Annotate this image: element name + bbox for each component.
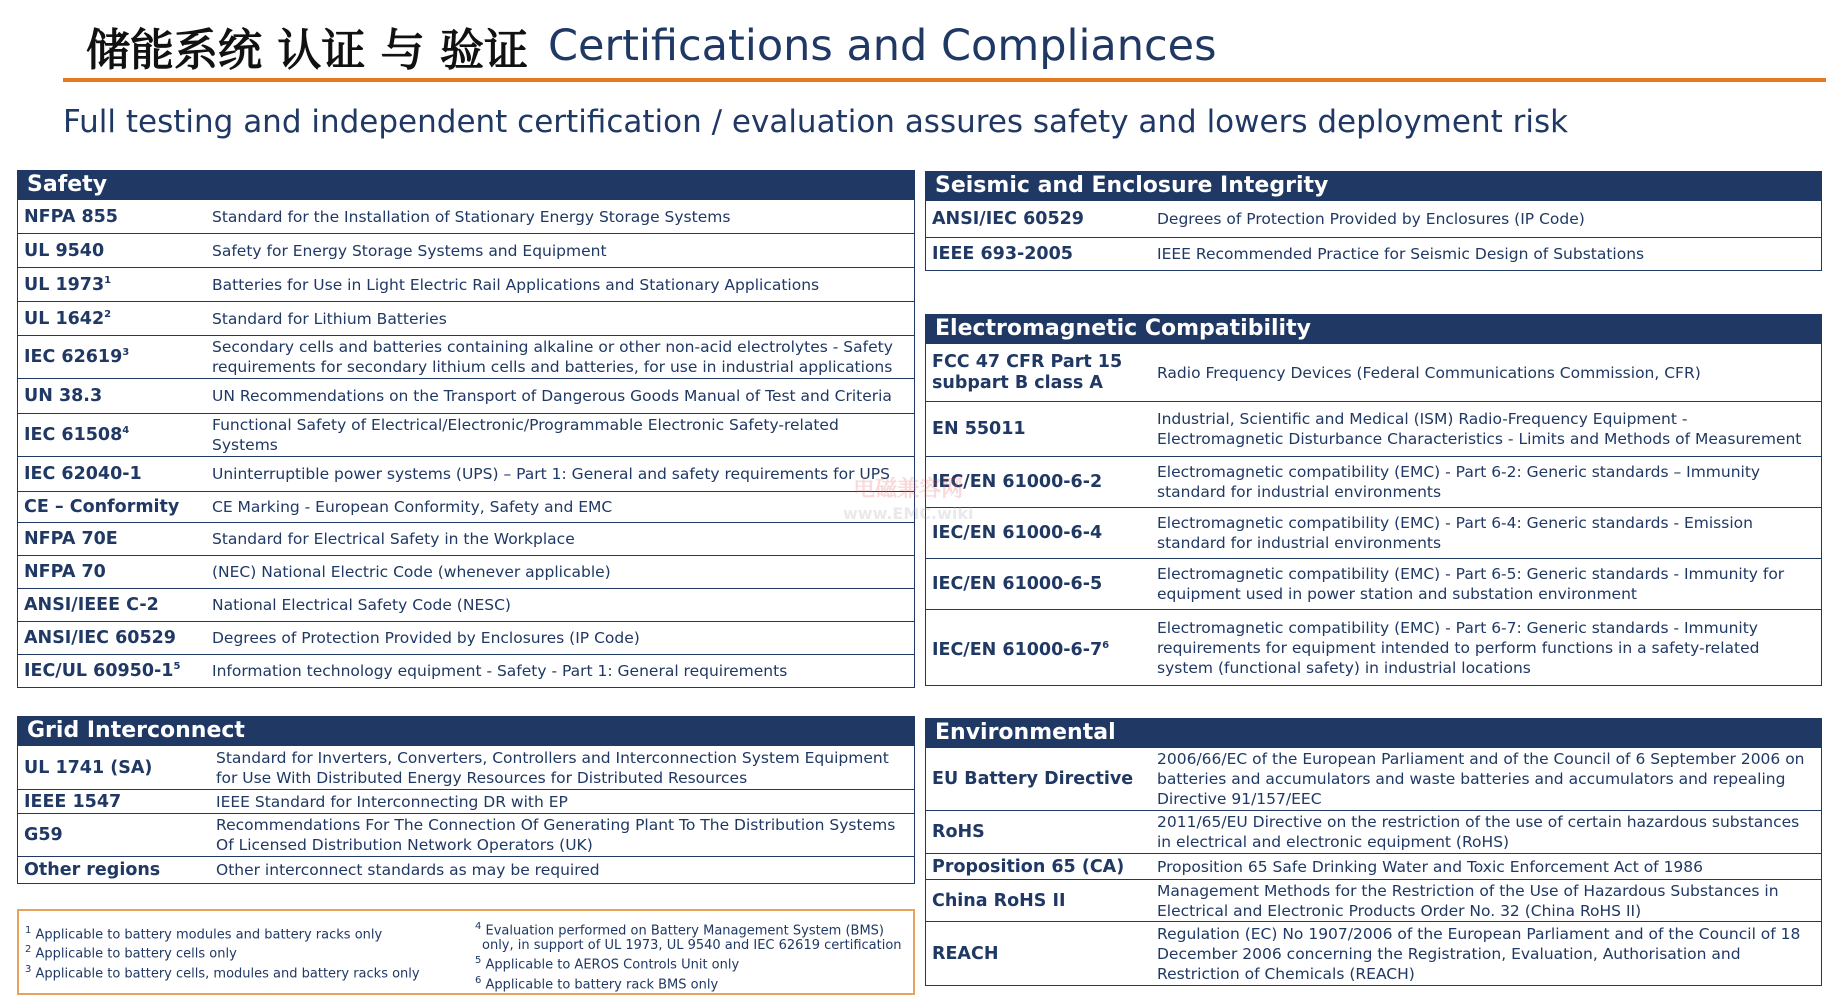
- standard-description: Proposition 65 Safe Drinking Water and Toxic Enforcement Act of 1986: [1157, 857, 1704, 876]
- standard-code-text: IEC 62619: [24, 347, 123, 367]
- standard-code-text: IEC 61508: [24, 425, 123, 445]
- table-row: [18, 813, 914, 856]
- standard-description: Regulation (EC) No 1907/2006 of the European Parliament and of the Council of 18 December 2006 concerning the Registration, Evaluation, Authorisation and Restriction of Chemicals (REACH): [1157, 924, 1801, 983]
- table-row: [18, 522, 914, 555]
- standard-description: Standard for Inverters, Converters, Controllers and Interconnection System Equipment for Use With Distributed Energy Resources for Distributed Resources: [216, 748, 889, 787]
- standard-code: [18, 241, 212, 261]
- standard-description: Functional Safety of Electrical/Electronic/Programmable Electronic Safety-related Systems: [212, 416, 839, 454]
- standard-code-line1: [932, 635, 1157, 661]
- standard-code: [18, 464, 212, 484]
- footnote-number: 6: [475, 974, 482, 986]
- table-row: [926, 201, 1821, 237]
- footnote: [475, 953, 902, 972]
- standard-code-line1: [932, 523, 1157, 544]
- footnote-ref: 6: [1102, 639, 1110, 651]
- table-row: [18, 267, 914, 301]
- standard-description: Standard for Electrical Safety in the Workplace: [212, 530, 575, 548]
- standard-description: Radio Frequency Devices (Federal Communications Commission, CFR): [1157, 363, 1701, 382]
- standard-code-text: ANSI/IEC 60529: [932, 209, 1084, 229]
- page-subtitle: Full testing and independent certification / evaluation assures safety and lowers deployment risk: [63, 104, 1569, 140]
- standard-code-line1: [932, 419, 1157, 440]
- table-row: [926, 748, 1821, 810]
- standard-code-text: RoHS: [932, 822, 985, 842]
- standard-code-text: UL 1973: [24, 274, 105, 295]
- standard-description: 2006/66/EC of the European Parliament and of the Council of 6 September 2006 on batteries and accumulators and waste batteries and accumulators and repealing Directive 91/157/EEC: [1157, 750, 1805, 808]
- safety-table: [18, 200, 914, 687]
- standard-code: [18, 207, 212, 227]
- standard-code-text: EN 55011: [932, 418, 1026, 439]
- standard-description: National Electrical Safety Code (NESC): [212, 596, 511, 614]
- standard-code: [926, 857, 1157, 877]
- standard-description: Standard for the Installation of Stationary Energy Storage Systems: [212, 207, 731, 226]
- seismic-panel: [925, 171, 1822, 271]
- table-row: [18, 856, 914, 883]
- standard-description: (NEC) National Electric Code (whenever applicable): [212, 563, 611, 581]
- table-row: [926, 344, 1821, 401]
- standard-code-text: NFPA 855: [24, 206, 118, 227]
- standard-description: IEEE Standard for Interconnecting DR with EP: [216, 792, 568, 811]
- standard-code-text: Proposition 65 (CA): [932, 856, 1125, 877]
- standard-code-text: IEC/EN 61000-6-2: [932, 471, 1103, 492]
- footnote-ref: 2: [104, 308, 112, 320]
- table-row: [926, 456, 1821, 507]
- standard-code-line1: [932, 472, 1157, 493]
- standard-code: [18, 860, 216, 880]
- table-row: [926, 507, 1821, 558]
- standard-code: [18, 529, 212, 549]
- standard-code-text: IEC/UL 60950-1: [24, 661, 174, 681]
- table-row: [926, 879, 1821, 921]
- standard-code-line2: subpart B class A: [932, 372, 1103, 393]
- standard-code: [926, 523, 1157, 544]
- standard-code: [18, 562, 212, 582]
- table-row: [18, 621, 914, 654]
- table-row: [926, 401, 1821, 456]
- emc-panel: [925, 314, 1822, 686]
- standard-code: [926, 769, 1157, 789]
- standard-code-text: IEC 62040-1: [24, 464, 142, 484]
- standard-code-line1: [932, 574, 1157, 595]
- standard-code: [18, 347, 212, 367]
- table-row: [926, 853, 1821, 879]
- table-row: [18, 491, 914, 522]
- table-row: [18, 789, 914, 813]
- standard-description: CE Marking - European Conformity, Safety and EMC: [212, 498, 613, 516]
- footnote-text: Applicable to AEROS Controls Unit only: [485, 957, 740, 973]
- footnotes-box: [17, 909, 915, 995]
- standard-description: UN Recommendations on the Transport of Dangerous Goods Manual of Test and Criteria: [212, 387, 892, 405]
- table-row: [18, 588, 914, 621]
- table-row: [18, 378, 914, 413]
- standard-code: [18, 792, 216, 812]
- footnote: [475, 919, 902, 938]
- standard-code-text: IEEE 1547: [24, 791, 122, 812]
- standard-code-text: EU Battery Directive: [932, 769, 1134, 789]
- standard-description: Management Methods for the Restriction of the Use of Hazardous Substances in Electrical and Electronic Products Order No. 32 (China RoHS II): [1157, 881, 1779, 920]
- standard-description: Secondary cells and batteries containing alkaline or other non-acid electrolytes - Safety requirements for secondary lithium cells and batteries, for use in industrial applications: [212, 338, 893, 376]
- title-english: Certifications and Compliances: [547, 21, 1217, 71]
- standard-code: [926, 419, 1157, 440]
- footnote-number: 1: [25, 925, 32, 936]
- environmental-table: [926, 748, 1821, 985]
- footnote-number: 5: [475, 955, 482, 967]
- table-row: [926, 921, 1821, 985]
- footnote: [475, 973, 902, 992]
- table-row: [926, 558, 1821, 609]
- standard-code: [18, 758, 216, 778]
- footnote-text: Evaluation performed on Battery Management System (BMS): [485, 923, 885, 939]
- footnote-text: Applicable to battery rack BMS only: [485, 976, 719, 992]
- standard-code-text: Other regions: [24, 860, 161, 880]
- environmental-panel: [925, 718, 1822, 986]
- standard-code-text: IEEE 693-2005: [932, 244, 1073, 264]
- title-divider: [63, 78, 1826, 82]
- standard-code-text: China RoHS II: [932, 890, 1066, 911]
- standard-description: Standard for Lithium Batteries: [212, 309, 447, 328]
- standard-description: Uninterruptible power systems (UPS) – Part 1: General and safety requirements for UPS: [212, 465, 890, 483]
- standard-description: Industrial, Scientific and Medical (ISM) Radio-Frequency Equipment - Electromagnetic Disturbance Characteristics - Limits and Methods of Measurement: [1157, 410, 1802, 448]
- table-row: [926, 810, 1821, 853]
- standard-code-text: NFPA 70E: [24, 529, 118, 549]
- standard-code: [18, 386, 212, 406]
- standard-description: Information technology equipment - Safety - Part 1: General requirements: [212, 662, 788, 680]
- watermark-text-url: www.EMC.wiki: [843, 504, 974, 523]
- standard-code-text: ANSI/IEC 60529: [24, 628, 176, 648]
- footnote-text: Applicable to battery modules and battery racks only: [35, 927, 383, 943]
- standard-code: [926, 635, 1157, 661]
- standard-code-text: IEC/EN 61000-6-7: [932, 639, 1103, 660]
- standard-description: Degrees of Protection Provided by Enclosures (IP Code): [212, 629, 640, 647]
- title-chinese: 储能系统 认证 与 验证: [86, 25, 528, 76]
- table-row: [18, 654, 914, 687]
- standard-description: Recommendations For The Connection Of Generating Plant To The Distribution Systems Of Licensed Distribution Network Operators (UK): [216, 816, 896, 854]
- standard-code: [926, 244, 1157, 264]
- standard-code: [18, 825, 216, 845]
- seismic-table: [926, 201, 1821, 270]
- standard-description: Safety for Energy Storage Systems and Equipment: [212, 241, 607, 260]
- standard-description: Electromagnetic compatibility (EMC) - Part 6-4: Generic standards - Emission standard for industrial environments: [1157, 514, 1753, 552]
- table-row: [18, 233, 914, 267]
- standard-code-text: REACH: [932, 943, 999, 964]
- table-row: [18, 301, 914, 335]
- standard-code: [926, 822, 1157, 842]
- standard-description: Electromagnetic compatibility (EMC) - Part 6-7: Generic standards - Immunity requirements for equipment intended to perform functions in a safety-related system (functional safety) in industrial locations: [1157, 618, 1760, 677]
- standard-code: [926, 944, 1157, 964]
- footnote: [25, 942, 420, 961]
- footnotes-left: [25, 923, 420, 981]
- emc-panel-title: Electromagnetic Compatibility: [926, 314, 1821, 344]
- table-row: [18, 413, 914, 456]
- table-row: [18, 746, 914, 789]
- footnote-number: 4: [475, 921, 482, 932]
- standard-code: [926, 891, 1157, 911]
- table-row: [18, 335, 914, 378]
- footnote-text: Applicable to battery cells, modules and battery racks only: [35, 965, 420, 981]
- standard-description: Degrees of Protection Provided by Enclosures (IP Code): [1157, 210, 1585, 228]
- standard-code: [18, 497, 212, 517]
- footnote-number: 2: [25, 944, 32, 956]
- standard-code: [18, 425, 212, 445]
- standard-code: [18, 595, 212, 615]
- footnote: [475, 938, 902, 953]
- standard-code-line1: [932, 352, 1157, 373]
- standard-code-text: IEC/EN 61000-6-4: [932, 522, 1103, 543]
- standard-code: [926, 472, 1157, 493]
- safety-panel-title: Safety: [18, 170, 914, 200]
- footnote-ref: 1: [104, 274, 112, 286]
- standard-description: Electromagnetic compatibility (EMC) - Part 6-5: Generic standards - Immunity for equipment used in power station and substation environment: [1157, 565, 1785, 603]
- standard-code-text: ANSI/IEEE C-2: [24, 595, 159, 615]
- footnote-ref: 5: [173, 661, 181, 673]
- standard-code-text: UN 38.3: [24, 386, 103, 406]
- footnote: [25, 923, 420, 942]
- environmental-panel-title: Environmental: [926, 718, 1821, 748]
- grid-panel: [17, 716, 915, 884]
- standard-code-text: FCC 47 CFR Part 15: [932, 351, 1123, 372]
- standard-code: [926, 352, 1157, 394]
- standard-description: Batteries for Use in Light Electric Rail Applications and Stationary Applications: [212, 275, 820, 294]
- standard-code: [18, 275, 212, 295]
- table-row: [926, 609, 1821, 685]
- page-title: [86, 14, 1217, 78]
- table-row: [926, 237, 1821, 270]
- footnote-ref: 3: [122, 347, 130, 359]
- footnote-text: only, in support of UL 1973, UL 9540 and IEC 62619 certification: [482, 938, 902, 954]
- standard-code: [926, 574, 1157, 595]
- footnote-ref: 4: [122, 425, 130, 437]
- standard-code-text: UL 1741 (SA): [24, 757, 153, 778]
- standard-description: 2011/65/EU Directive on the restriction of the use of certain hazardous substances in electrical and electronic equipment (RoHS): [1157, 813, 1800, 851]
- footnote-number: 3: [25, 963, 32, 975]
- seismic-panel-title: Seismic and Enclosure Integrity: [926, 171, 1821, 201]
- footnote-text: Applicable to battery cells only: [35, 946, 237, 962]
- standard-description: Other interconnect standards as may be required: [216, 861, 600, 879]
- emc-table: [926, 344, 1821, 685]
- standard-code: [18, 628, 212, 648]
- standard-description: Electromagnetic compatibility (EMC) - Part 6-2: Generic standards – Immunity standard for industrial environments: [1157, 463, 1761, 501]
- table-row: [18, 456, 914, 491]
- standard-code-text: IEC/EN 61000-6-5: [932, 573, 1103, 594]
- footnotes-right: [475, 919, 902, 992]
- standard-code-text: UL 9540: [24, 240, 105, 261]
- watermark-text-cn: 电磁兼容网: [853, 477, 964, 502]
- safety-panel: [17, 170, 915, 688]
- standard-code-text: CE – Conformity: [24, 497, 180, 517]
- standard-code-text: NFPA 70: [24, 562, 106, 582]
- table-row: [18, 555, 914, 588]
- grid-table: [18, 746, 914, 883]
- standard-code: [926, 209, 1157, 229]
- table-row: [18, 200, 914, 233]
- grid-panel-title: Grid Interconnect: [18, 716, 914, 746]
- standard-code: [18, 661, 212, 681]
- footnote: [25, 962, 420, 981]
- standard-code: [18, 309, 212, 329]
- standard-code-text: G59: [24, 825, 63, 845]
- standard-code-text: UL 1642: [24, 308, 105, 329]
- standard-description: IEEE Recommended Practice for Seismic Design of Substations: [1157, 245, 1645, 263]
